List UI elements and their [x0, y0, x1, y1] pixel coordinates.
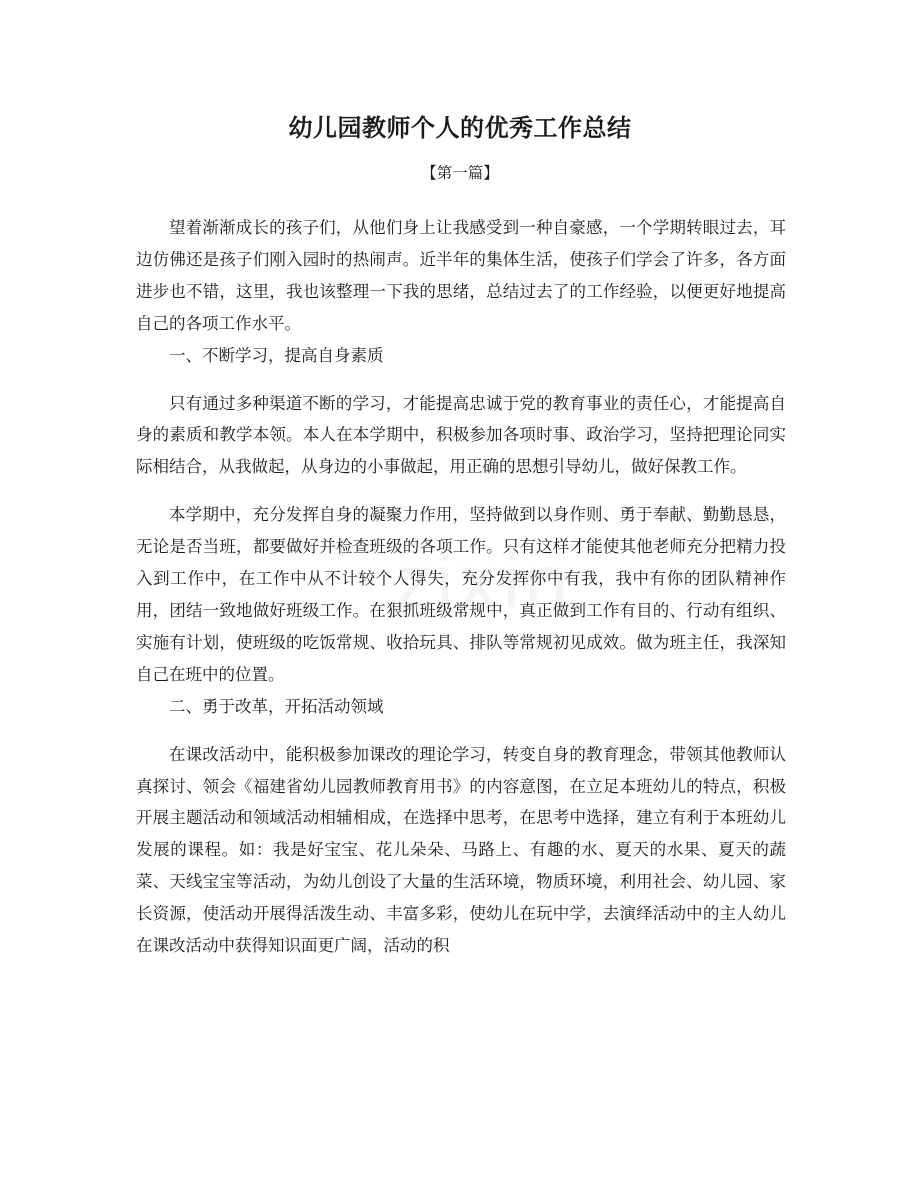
paragraph-semester: 本学期中，充分发挥自身的凝聚力作用，坚持做到以身作则、勇于奉献、勤勤恳恳，无论是否当班，都要做好并检查班级的各项工作。只有这样才能使其他老师充分把精力投入到工作中，在工作中从不计较个人得失，充分发挥你中有我，我中有你的团队精神作用，团结一致地做好班级工作。在狠抓班级常规中，真正做到工作有目的、行动有组织、实施有计划，使班级的吃饭常规、收拾玩具、排队等常规初见成效。做为班主任，我深知自己在班中的位置。: [136, 505, 786, 684]
paragraph-learning: 只有通过多种渠道不断的学习，才能提高忠诚于党的教育事业的责任心，才能提高自身的素质和教学本领。本人在本学期中，积极参加各项时事、政治学习，坚持把理论同实际相结合，从我做起，从身边的小事做起，用正确的思想引导幼儿，做好保教工作。: [136, 393, 786, 477]
document-body: [136, 212, 786, 962]
section-heading-2: 二、勇于改革，开拓活动领域: [169, 696, 384, 716]
document-title: 幼儿园教师个人的优秀工作总结: [288, 113, 632, 142]
section-heading-1: 一、不断学习，提高自身素质: [169, 345, 384, 365]
paragraph-reform: 在课改活动中，能积极参加课改的理论学习，转变自身的教育理念，带领其他教师认真探讨、领会《福建省幼儿园教师教育用书》的内容意图，在立足本班幼儿的特点，积极开展主题活动和领域活动相辅相成，在选择中思考，在思考中选择，建立有利于本班幼儿发展的课程。如：我是好宝宝、花儿朵朵、马路上、有趣的水、夏天的水果、夏天的蔬菜、天线宝宝等活动，为幼儿创设了大量的生活环境，物质环境，利用社会、幼儿园、家长资源，使活动开展得活泼生动、丰富多彩，使幼儿在玩中学，去演绎活动中的主人幼儿在课改活动中获得知识面更广阔，活动的积: [136, 744, 786, 956]
section-label: 【第一篇】: [421, 164, 499, 182]
watermark: zixin: [395, 540, 572, 624]
paragraph-intro: 望着渐渐成长的孩子们，从他们身上让我感受到一种自豪感，一个学期转眼过去，耳边仿佛还是孩子们刚入园时的热闹声。近半年的集体生活，使孩子们学会了许多，各方面进步也不错，这里，我也该整理一下我的思绪，总结过去了的工作经验，以便更好地提高自己的各项工作水平。: [136, 218, 786, 333]
